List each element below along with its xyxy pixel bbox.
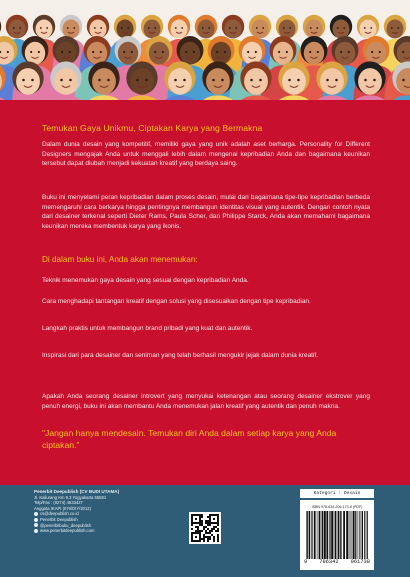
publisher-name: Penerbit Deepublish (CV BUDI UTAMA) (34, 489, 120, 494)
publisher-address: Jl. Kaliurang Km 9,3 Yogyakarta 55581 (34, 494, 107, 500)
feature-item: Cara menghadapi tantangan kreatif dengan solusi yang disesuaikan dengan tipe kepribadian. (42, 298, 311, 305)
intro-paragraph: Dalam dunia desain yang kompetitif, memiliki gaya yang unik adalah aset berharga. Personality for Different Designers mengajak Anda untuk menggali lebih dalam mengenai kepribadian Anda dan bagaimana keunikan tersebut dapat diubah menjadi kekuatan kreatif yang berdaya saing. (42, 141, 370, 167)
closing-paragraph: Apakah Anda seorang desainer introvert yang menyukai ketenangan atau seorang desainer ekstrover yang penuh energi, buku ini akan membantu Anda menemukan jalan kreatif yang autentik dan penuh makna. (42, 393, 370, 410)
web-icon (34, 529, 38, 533)
isbn-digits: 9 786342 061738 (304, 559, 370, 565)
publisher-membership: Anggota IKAPI (076/DIY/2012) (34, 505, 92, 511)
feature-item: Teknik menemukan gaya desain yang sesuai dengan kepribadian Anda. (42, 277, 249, 284)
email-icon (34, 512, 38, 516)
contact-instagram: @penerbitbuku_deepublish (34, 523, 184, 529)
contact-email: cs@deepublish.co.id (34, 511, 184, 517)
back-cover-content (0, 100, 410, 485)
feature-item: Inspirasi dari para desainer dan seniman yang telah berhasil mengukir jejak dalam dunia kreatif. (42, 352, 319, 359)
feature-item: Langkah praktis untuk membangun brand pribadi yang kuat dan autentik. (42, 325, 253, 332)
barcode-bars (306, 511, 368, 559)
tagline: Temukan Gaya Unikmu, Ciptakan Karya yang Bermakna (42, 123, 263, 133)
contact-website: www.penerbitdeepublish.com (34, 528, 184, 534)
globe-icon (34, 518, 38, 522)
instagram-icon (34, 523, 38, 527)
publisher-footer (0, 485, 410, 577)
isbn-barcode (300, 491, 374, 570)
isbn-label: ISBN 978-634-206-173-8 (PDF) (311, 505, 363, 509)
book-description-paragraph: Buku ini menyelami peran kepribadian dalam proses desain, mulai dari bagaimana tipe-tipe kepribadian berbeda memengaruhi cara berkarya hingga pentingnya membangun identitas visual yang autentik. Dengan contoh nyata dari desainer terkenal seperti Dieter Rams, Paula Scher, dan Philippe Starck, Anda akan memahami bagaimana keunikan mereka membentuk karya yang ikonis. (42, 194, 370, 230)
category-label: Kategori : Desain (300, 489, 374, 498)
qr-code (189, 512, 221, 544)
publisher-phone: Telp/Fax : (0274) 4533427 (34, 500, 83, 506)
contact-facebook: Penerbit Deepublish (34, 517, 184, 523)
features-heading: Di dalam buku ini, Anda akan menemukan: (42, 255, 198, 264)
pull-quote: "Jangan hanya mendesain. Temukan diri Anda dalam setiap karya yang Anda ciptakan." (42, 428, 337, 450)
publisher-info (34, 489, 184, 534)
crowd-illustration (0, 0, 410, 100)
